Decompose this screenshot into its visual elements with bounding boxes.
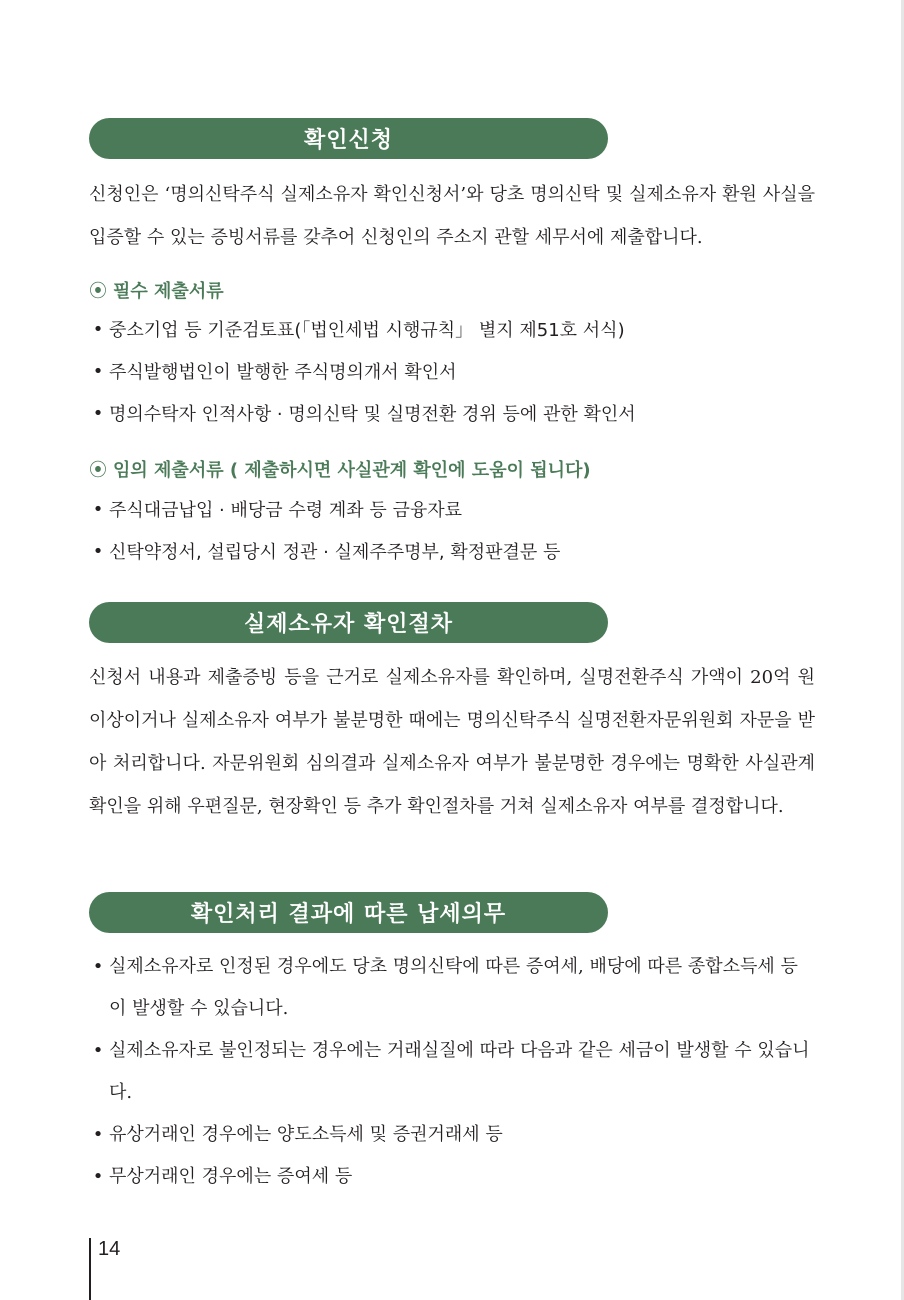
section-header-tax-duty xyxy=(89,892,608,933)
tax-duty-list xyxy=(89,946,815,1198)
list-item-text: 명의수탁자 인적사항 · 명의신탁 및 실명전환 경위 등에 관한 확인서 xyxy=(109,404,636,425)
bullet-icon: • xyxy=(92,1166,104,1187)
bullet-icon: • xyxy=(92,956,104,977)
list-item xyxy=(89,1156,815,1198)
list-item xyxy=(89,488,560,530)
list-item xyxy=(89,350,636,392)
section-title: 확인처리 결과에 따른 납세의무 xyxy=(190,902,507,927)
bullet-icon: • xyxy=(92,498,104,520)
list-item xyxy=(89,392,636,434)
list-item-text: 신탁약정서, 설립당시 정관 · 실제주주명부, 확정판결문 등 xyxy=(109,542,561,563)
bullet-icon: • xyxy=(92,540,104,562)
list-item-text: 주식대금납입 · 배당금 수령 계좌 등 금융자료 xyxy=(109,500,463,521)
list-item-text: 실제소유자로 인정된 경우에도 당초 명의신탁에 따른 증여세, 배당에 따른 종합소득세 등이 발생할 수 있습니다. xyxy=(109,956,798,1019)
subhead-text: 필수 제출서류 xyxy=(113,281,224,302)
section-title: 확인신청 xyxy=(303,128,393,153)
list-item-text: 유상거래인 경우에는 양도소득세 및 증권거래세 등 xyxy=(109,1124,503,1145)
required-docs-list xyxy=(89,308,636,434)
bullet-icon: • xyxy=(92,1124,104,1145)
section-header-request xyxy=(89,118,608,159)
circle-bullet-icon: ⦿ xyxy=(89,460,107,481)
page-number-rule xyxy=(89,1238,91,1300)
list-item xyxy=(89,946,815,1030)
procedure-paragraph: 신청서 내용과 제출증빙 등을 근거로 실제소유자를 확인하며, 실명전환주식 가액이 20억 원 이상이거나 실제소유자 여부가 불분명한 때에는 명의신탁주식 실명전환자문위원회 자문을 받아 처리합니다. 자문위원회 심의결과 실제소유자 여부가 불분명한 경우에는 명확한 사실관계 확인을 위해 우편질문, 현장확인 등 추가 확인절차를 거쳐 실제소유자 여부를 결정합니다. xyxy=(89,667,815,817)
list-item-text: 실제소유자로 불인정되는 경우에는 거래실질에 따라 다음과 같은 세금이 발생할 수 있습니다. xyxy=(109,1040,810,1103)
section-header-procedure xyxy=(89,602,608,643)
required-docs-heading xyxy=(89,277,224,303)
bullet-icon: • xyxy=(92,1040,104,1061)
list-item xyxy=(89,530,560,572)
list-item-text: 주식발행법인이 발행한 주식명의개서 확인서 xyxy=(109,362,457,383)
bullet-icon: • xyxy=(92,318,104,340)
optional-docs-heading xyxy=(89,456,591,482)
page-number: 14 xyxy=(98,1238,121,1260)
list-item xyxy=(89,308,636,350)
list-item-text: 중소기업 등 기준검토표(「법인세법 시행규칙」 별지 제51호 서식) xyxy=(109,320,625,341)
section-title: 실제소유자 확인절차 xyxy=(244,612,453,637)
list-item-text: 무상거래인 경우에는 증여세 등 xyxy=(109,1166,353,1187)
subhead-text: 임의 제출서류 ( 제출하시면 사실관계 확인에 도움이 됩니다) xyxy=(113,460,591,481)
request-paragraph: 신청인은 ‘명의신탁주식 실제소유자 확인신청서’와 당초 명의신탁 및 실제소유자 환원 사실을 입증할 수 있는 증빙서류를 갖추어 신청인의 주소지 관할 세무서에 제출합니다. xyxy=(89,184,815,248)
list-item xyxy=(89,1114,815,1156)
optional-docs-list xyxy=(89,488,560,572)
circle-bullet-icon: ⦿ xyxy=(89,281,107,302)
bullet-icon: • xyxy=(92,360,104,382)
bullet-icon: • xyxy=(92,402,104,424)
list-item xyxy=(89,1030,815,1114)
